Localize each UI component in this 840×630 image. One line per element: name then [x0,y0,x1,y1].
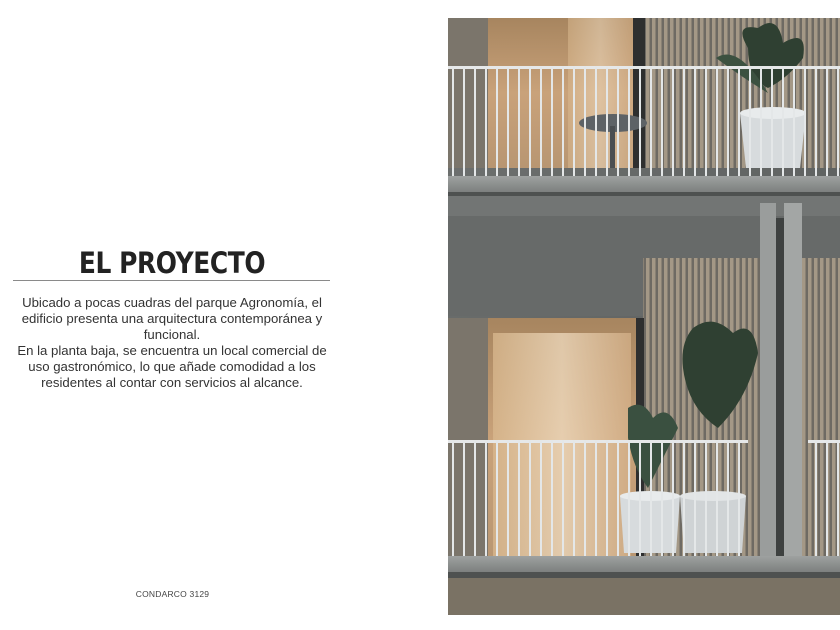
footer-address: CONDARCO 3129 [135,589,210,599]
section-title: EL PROYECTO [78,246,266,280]
building-photo [448,18,840,615]
ground-floor-paragraph: En la planta baja, se encuentra un local comercial de uso gastronómico, lo que añade comodidad a los residentes al contar con servicios al alcance. [17,343,327,390]
title-divider [13,280,330,281]
intro-paragraph: Ubicado a pocas cuadras del parque Agronomía, el edificio presenta una arquitectura contemporánea y funcional. [21,295,323,342]
